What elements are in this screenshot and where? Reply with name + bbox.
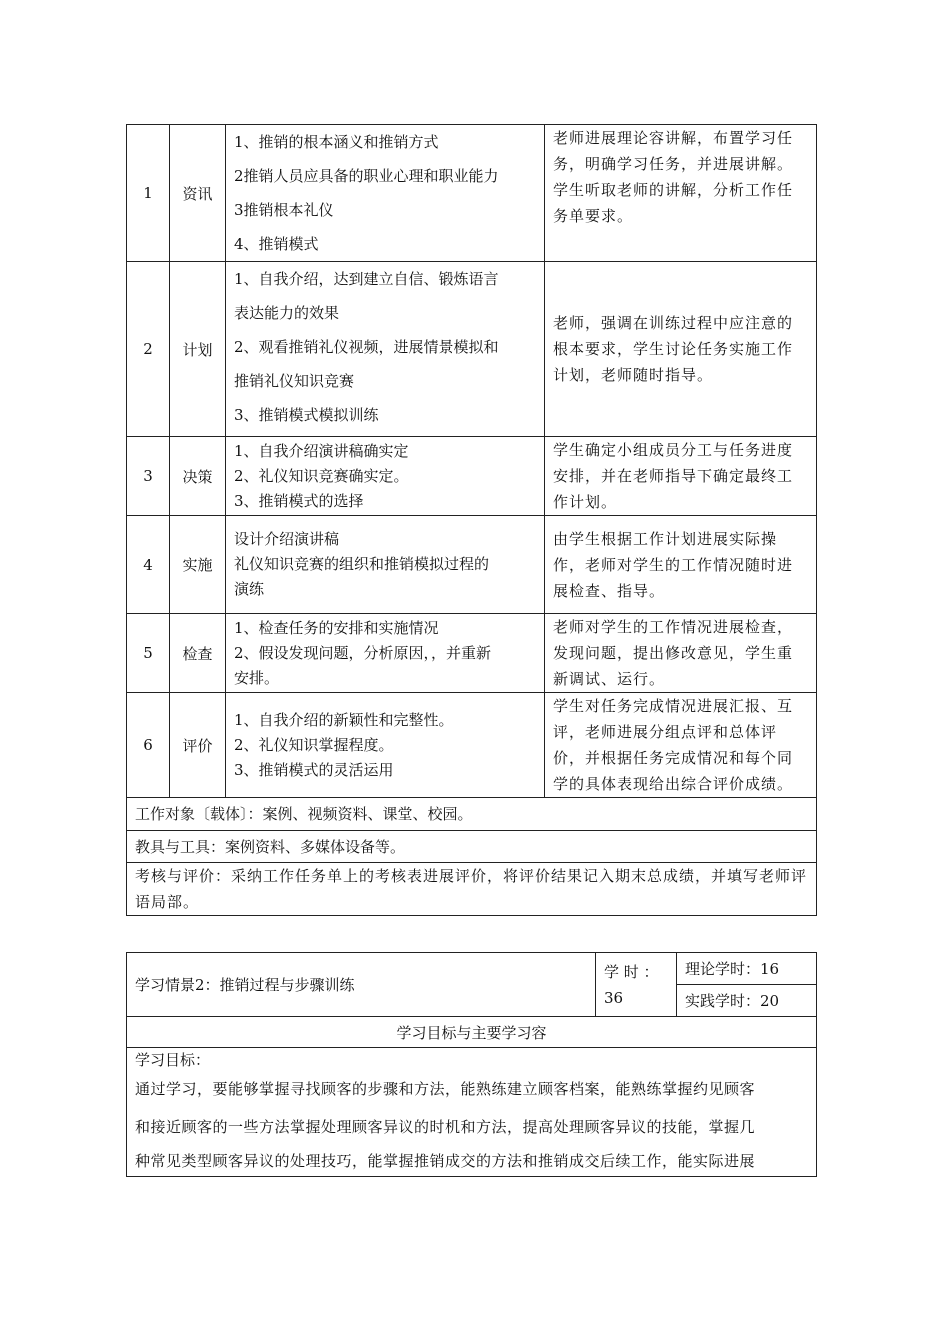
step-number: 3: [127, 437, 170, 516]
theory-hours: 理论学时：16: [677, 953, 817, 985]
content-line: 安排。: [234, 668, 280, 687]
task-row: [127, 614, 817, 693]
content-line: 3、推销模式模拟训练: [234, 406, 379, 424]
assessment-evaluation: 考核与评价：采纳工作任务单上的考核表进展评价，将评价结果记入期末总成绩，并填写老师评语局部。: [127, 863, 817, 916]
content-line: 2、观看推销礼仪视频，进展情景模拟和: [234, 338, 499, 356]
teaching-tools: 教具与工具：案例资料、多媒体设备等。: [127, 831, 817, 863]
content-line: 2、礼仪知识掌握程度。: [234, 735, 394, 754]
task-row: [127, 437, 817, 516]
step-contents: [226, 262, 545, 437]
step-contents: [226, 125, 545, 262]
step-stage: 计划: [170, 262, 226, 437]
step-number: 1: [127, 125, 170, 262]
content-line: 3、推销模式的选择: [234, 491, 364, 510]
step-contents: [226, 693, 545, 798]
content-line: 3、推销模式的灵活运用: [234, 760, 394, 779]
step-stage: 实施: [170, 516, 226, 614]
hours-value: 36: [604, 988, 624, 1007]
content-line: 推销礼仪知识竞赛: [234, 372, 355, 390]
step-number: 2: [127, 262, 170, 437]
content-line: 2、礼仪知识竞赛确实定。: [234, 466, 409, 485]
content-line: 2推销人员应具备的职业心理和职业能力: [234, 167, 499, 185]
content-line: 3推销根本礼仪: [234, 201, 334, 219]
work-object: 工作对象〔载体〕：案例、视频资料、课堂、校园。: [127, 798, 817, 831]
task-rows: [127, 125, 817, 798]
step-stage: 资讯: [170, 125, 226, 262]
content-line: 设计介绍演讲稿: [234, 530, 340, 548]
step-number: 4: [127, 516, 170, 614]
task-row: [127, 125, 817, 262]
step-contents: [226, 516, 545, 614]
task-row: [127, 693, 817, 798]
scenario-title: 学习情景2：推销过程与步骤训练: [127, 953, 596, 1017]
section-title: 学习目标与主要学习容: [127, 1017, 817, 1048]
step-contents: [226, 614, 545, 693]
goal-label: 学习目标：: [135, 1051, 211, 1069]
step-stage: 检查: [170, 614, 226, 693]
content-line: 演练: [234, 580, 265, 598]
task-process-table: [126, 124, 817, 916]
step-number: 5: [127, 614, 170, 693]
goal-line: 和接近顾客的一些方法掌握处理顾客异议的时机和方法，提高处理顾客异议的技能，掌握几: [135, 1118, 756, 1136]
goal-line: 通过学习，要能够掌握寻找顾客的步骤和方法，能熟练建立顾客档案，能熟练掌握约见顾客: [135, 1080, 756, 1098]
task-row: [127, 516, 817, 614]
learning-goals: [127, 1048, 817, 1177]
content-line: 4、推销模式: [234, 235, 319, 253]
step-stage: 决策: [170, 437, 226, 516]
step-teaching-note: 学生确定小组成员分工与任务进度安排，并在老师指导下确定最终工作计划。: [545, 437, 817, 516]
content-line: 1、推销的根本涵义和推销方式: [234, 133, 439, 151]
content-line: 1、自我介绍的新颖性和完整性。: [234, 710, 454, 729]
content-line: 2、假设发现问题，分析原因，，并重新: [234, 643, 492, 662]
practice-hours: 实践学时：20: [677, 985, 817, 1017]
content-line: 表达能力的效果: [234, 304, 340, 322]
step-teaching-note: 学生对任务完成情况进展汇报、互评，老师进展分组点评和总体评价，并根据任务完成情况和每个同学的具体表现给出综合评价成绩。: [545, 693, 817, 798]
step-teaching-note: 老师对学生的工作情况进展检查，发现问题，提出修改意见，学生重新调试、运行。: [545, 614, 817, 693]
task-row: [127, 262, 817, 437]
learning-scenario-table: [126, 952, 817, 1177]
step-teaching-note: 老师进展理论容讲解，布置学习任务，明确学习任务，并进展讲解。学生听取老师的讲解，分析工作任务单要求。: [545, 125, 817, 262]
content-line: 1、自我介绍演讲稿确实定: [234, 441, 409, 460]
content-line: 1、检查任务的安排和实施情况: [234, 618, 439, 637]
step-stage: 评价: [170, 693, 226, 798]
hours-cell: [596, 953, 677, 1017]
step-contents: [226, 437, 545, 516]
hours-label: 学 时 ：: [604, 962, 659, 981]
step-teaching-note: 老师，强调在训练过程中应注意的根本要求，学生讨论任务实施工作计划，老师随时指导。: [545, 262, 817, 437]
goal-line: 种常见类型顾客异议的处理技巧，能掌握推销成交的方法和推销成交后续工作，能实际进展: [135, 1152, 756, 1170]
step-number: 6: [127, 693, 170, 798]
content-line: 1、自我介绍，达到建立自信、锻炼语言: [234, 270, 499, 288]
step-teaching-note: 由学生根据工作计划进展实际操作，老师对学生的工作情况随时进展检查、指导。: [545, 516, 817, 614]
content-line: 礼仪知识竞赛的组织和推销模拟过程的: [234, 555, 490, 573]
